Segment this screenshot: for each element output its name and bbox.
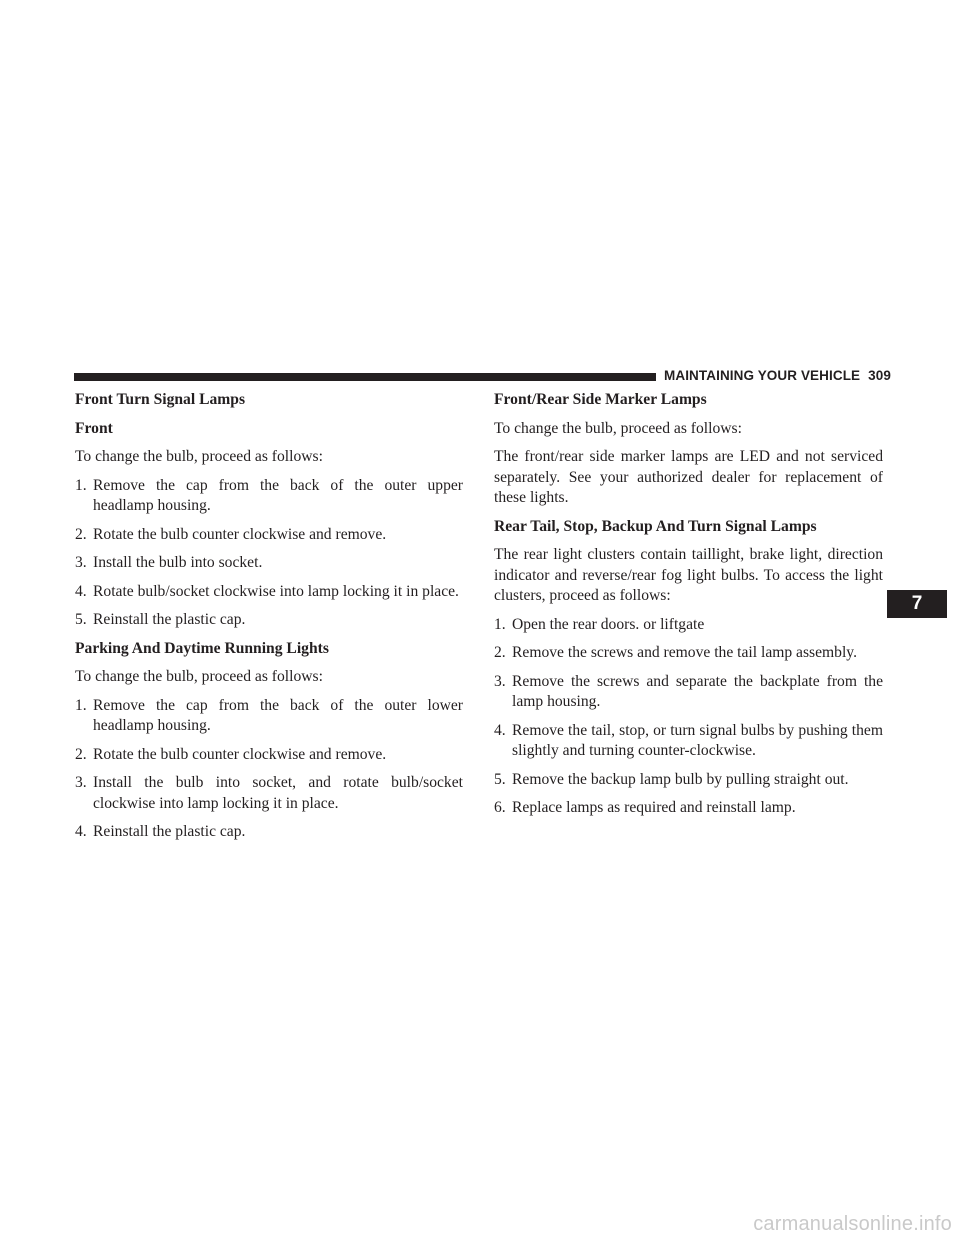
- list-item: [75, 745, 463, 766]
- step-text: Install the bulb into socket.: [93, 554, 263, 571]
- header-rule: [74, 373, 656, 381]
- intro-paragraph: To change the bulb, proceed as follows:: [75, 448, 323, 465]
- list-item: [494, 615, 883, 636]
- step-number: 5.: [75, 611, 87, 628]
- step-number: 5.: [494, 770, 506, 788]
- step-text: Reinstall the plastic cap.: [93, 611, 246, 628]
- list-item: [75, 696, 463, 737]
- step-number: 6.: [494, 799, 506, 816]
- step-number: 2.: [75, 525, 87, 543]
- body-paragraph: The front/rear side marker lamps are LED and not serviced separately. See your authorized dealer for replacement of these lights.: [494, 448, 883, 506]
- list-item: [75, 610, 463, 631]
- heading-parking-daytime-lights: Parking And Daytime Running Lights: [75, 639, 329, 657]
- page-number: 309: [868, 368, 891, 383]
- step-text: Remove the cap from the back of the outer upper headlamp housing.: [93, 476, 463, 514]
- step-text: Remove the screws and remove the tail lamp assembly.: [512, 644, 857, 661]
- step-text: Rotate the bulb counter clockwise and remove.: [93, 525, 387, 543]
- list-item: [494, 798, 883, 819]
- step-number: 4.: [75, 582, 87, 600]
- list-item: [494, 643, 883, 664]
- list-item: [75, 553, 463, 574]
- intro-paragraph: To change the bulb, proceed as follows:: [75, 668, 323, 685]
- step-text: Reinstall the plastic cap.: [93, 823, 246, 840]
- list-item: [75, 582, 463, 603]
- step-text: Remove the cap from the back of the outer lower headlamp housing.: [93, 696, 463, 734]
- heading-rear-tail-lamps: Rear Tail, Stop, Backup And Turn Signal Lamps: [494, 517, 817, 535]
- watermark: carmanualsonline.info: [753, 1213, 952, 1235]
- list-item: [494, 672, 883, 713]
- intro-paragraph: The rear light clusters contain taillight, brake light, direction indicator and reverse/rear fog light bulbs. To access the light clusters, proceed as follows:: [494, 546, 883, 604]
- step-text: Install the bulb into socket, and rotate bulb/socket clockwise into lamp locking it in place.: [93, 774, 463, 812]
- running-header: [664, 368, 891, 383]
- step-number: 2.: [75, 745, 87, 763]
- step-number: 1.: [75, 696, 87, 714]
- list-item: [75, 476, 463, 517]
- step-text: Remove the tail, stop, or turn signal bulbs by pushing them slightly and turning counter-clockwise.: [512, 721, 883, 759]
- step-text: Remove the backup lamp bulb by pulling straight out.: [512, 770, 849, 788]
- heading-side-marker-lamps: Front/Rear Side Marker Lamps: [494, 391, 707, 408]
- step-number: 3.: [75, 774, 87, 791]
- step-text: Open the rear doors. or liftgate: [512, 615, 705, 633]
- step-text: Rotate the bulb counter clockwise and remove.: [93, 745, 387, 763]
- intro-paragraph: To change the bulb, proceed as follows:: [494, 419, 742, 437]
- list-item: [494, 721, 883, 762]
- step-number: 3.: [494, 672, 506, 690]
- left-column: [75, 390, 463, 851]
- chapter-tab: 7: [887, 590, 947, 618]
- step-text: Remove the screws and separate the backplate from the lamp housing.: [512, 672, 883, 710]
- step-number: 4.: [494, 721, 506, 739]
- right-column: [494, 390, 883, 827]
- list-item: [494, 770, 883, 791]
- section-title: MAINTAINING YOUR VEHICLE: [664, 368, 861, 383]
- heading-front-turn-signal: Front Turn Signal Lamps: [75, 391, 246, 408]
- step-number: 1.: [494, 615, 506, 633]
- step-number: 1.: [75, 476, 87, 494]
- list-item: [75, 525, 463, 546]
- list-item: [75, 773, 463, 814]
- subheading-front: Front: [75, 419, 113, 437]
- step-text: Rotate bulb/socket clockwise into lamp locking it in place.: [93, 582, 459, 600]
- list-item: [75, 822, 463, 843]
- step-number: 4.: [75, 823, 87, 840]
- step-number: 2.: [494, 644, 506, 661]
- step-number: 3.: [75, 554, 87, 571]
- step-text: Replace lamps as required and reinstall lamp.: [512, 799, 796, 816]
